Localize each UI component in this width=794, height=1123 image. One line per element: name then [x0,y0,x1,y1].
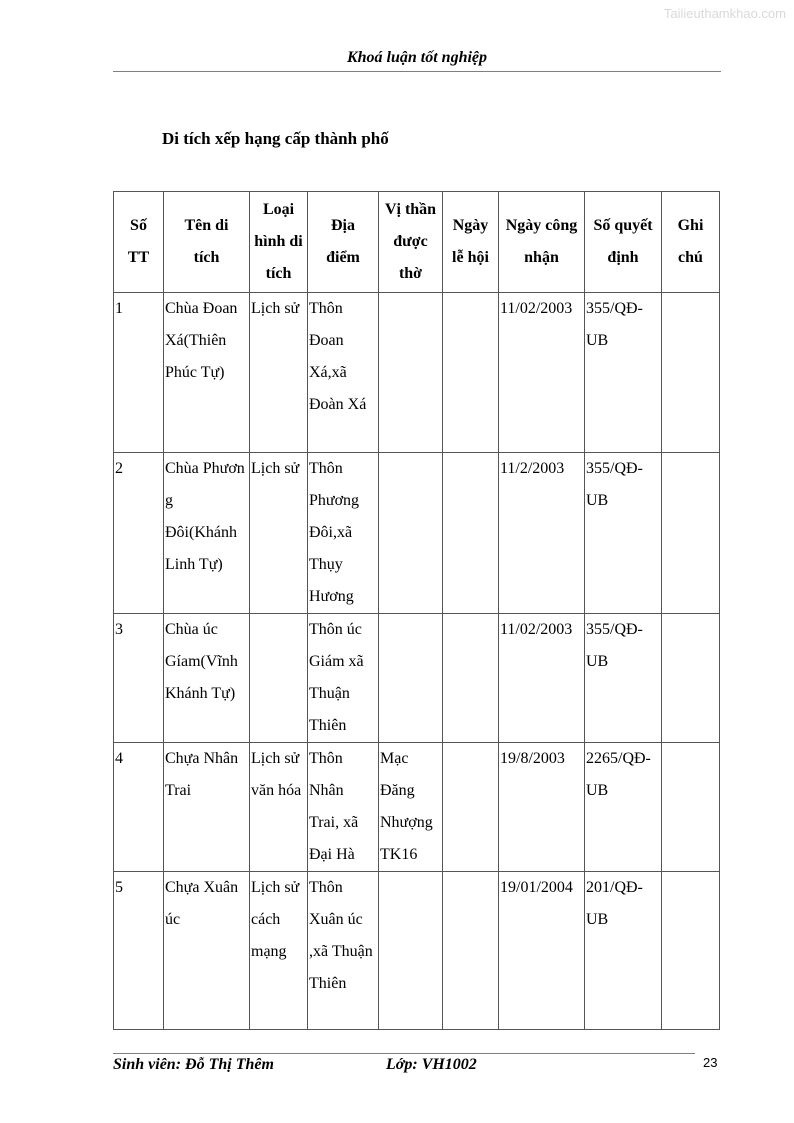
page-header-title: Khoá luận tốt nghiệp [346,49,488,66]
cell-ten-di-tich: Chùa úc Gíam(Vĩnh Khánh Tự) [164,614,250,743]
cell-ghi-chu [662,453,720,614]
header-ten-di-tich: Tên di tích [164,192,250,293]
header-vi-than: Vị thần được thờ [379,192,443,293]
cell-ghi-chu [662,293,720,453]
cell-dia-diem: Thôn Đoan Xá,xã Đoàn Xá [308,293,379,453]
table-row [114,743,720,872]
cell-loai-hinh: Lịch sử [250,453,308,614]
cell-ten-di-tich: Chùa Đoan Xá(Thiên Phúc Tự) [164,293,250,453]
cell-so-quyet-dinh: 355/QĐ-UB [585,293,662,453]
page-number: 23 [703,1055,718,1070]
cell-ghi-chu [662,614,720,743]
cell-ten-di-tich: Chùa Phươn g Đôi(Khánh Linh Tự) [164,453,250,614]
header-dia-diem: Địa điểm [308,192,379,293]
cell-vi-than: Mạc Đăng Nhượng TK16 [379,743,443,872]
cell-ngay-le-hoi [443,614,499,743]
cell-so-tt: 2 [114,453,164,614]
cell-ngay-le-hoi [443,453,499,614]
header-ghi-chu: Ghi chú [662,192,720,293]
cell-ten-di-tich: Chựa Nhân Trai [164,743,250,872]
cell-vi-than [379,293,443,453]
heritage-sites-table [113,191,720,1030]
cell-dia-diem: Thôn Xuân úc ,xã Thuận Thiên [308,872,379,1030]
table-row [114,453,720,614]
cell-so-tt: 5 [114,872,164,1030]
cell-loai-hinh: Lịch sử văn hóa [250,743,308,872]
cell-so-tt: 4 [114,743,164,872]
footer-class: Lớp: VH1002 [386,1056,477,1073]
watermark: Tailieuthamkhao.com [663,6,786,21]
cell-so-tt: 3 [114,614,164,743]
cell-so-quyet-dinh: 355/QĐ-UB [585,453,662,614]
cell-ghi-chu [662,872,720,1030]
cell-vi-than [379,872,443,1030]
cell-loai-hinh: Lịch sử cách mạng [250,872,308,1030]
footer-divider [113,1053,695,1054]
cell-ghi-chu [662,743,720,872]
cell-ngay-cong-nhan: 11/02/2003 [499,293,585,453]
cell-dia-diem: Thôn Phương Đôi,xã Thụy Hương [308,453,379,614]
cell-dia-diem: Thôn Nhân Trai, xã Đại Hà [308,743,379,872]
header-loai-hinh: Loại hình di tích [250,192,308,293]
cell-ngay-cong-nhan: 11/02/2003 [499,614,585,743]
header-so-tt: Số TT [114,192,164,293]
table-header-row [114,192,720,293]
cell-vi-than [379,614,443,743]
cell-ten-di-tich: Chựa Xuân úc [164,872,250,1030]
table-row [114,872,720,1030]
header-ngay-le-hoi: Ngày lễ hội [443,192,499,293]
cell-ngay-le-hoi [443,872,499,1030]
cell-vi-than [379,453,443,614]
footer-student-name: Sinh viên: Đỗ Thị Thêm [113,1056,274,1073]
section-title: Di tích xếp hạng cấp thành phố [162,129,389,148]
cell-ngay-cong-nhan: 19/01/2004 [499,872,585,1030]
header-ngay-cong-nhan: Ngày công nhận [499,192,585,293]
table-row [114,293,720,453]
table-row [114,614,720,743]
cell-loai-hinh: Lịch sử [250,293,308,453]
cell-ngay-cong-nhan: 19/8/2003 [499,743,585,872]
cell-ngay-le-hoi [443,293,499,453]
header-divider [113,71,721,72]
cell-dia-diem: Thôn úc Giám xã Thuận Thiên [308,614,379,743]
cell-so-tt: 1 [114,293,164,453]
cell-ngay-le-hoi [443,743,499,872]
cell-so-quyet-dinh: 201/QĐ-UB [585,872,662,1030]
header-so-quyet-dinh: Số quyết định [585,192,662,293]
cell-so-quyet-dinh: 355/QĐ-UB [585,614,662,743]
cell-loai-hinh [250,614,308,743]
cell-so-quyet-dinh: 2265/QĐ-UB [585,743,662,872]
cell-ngay-cong-nhan: 11/2/2003 [499,453,585,614]
